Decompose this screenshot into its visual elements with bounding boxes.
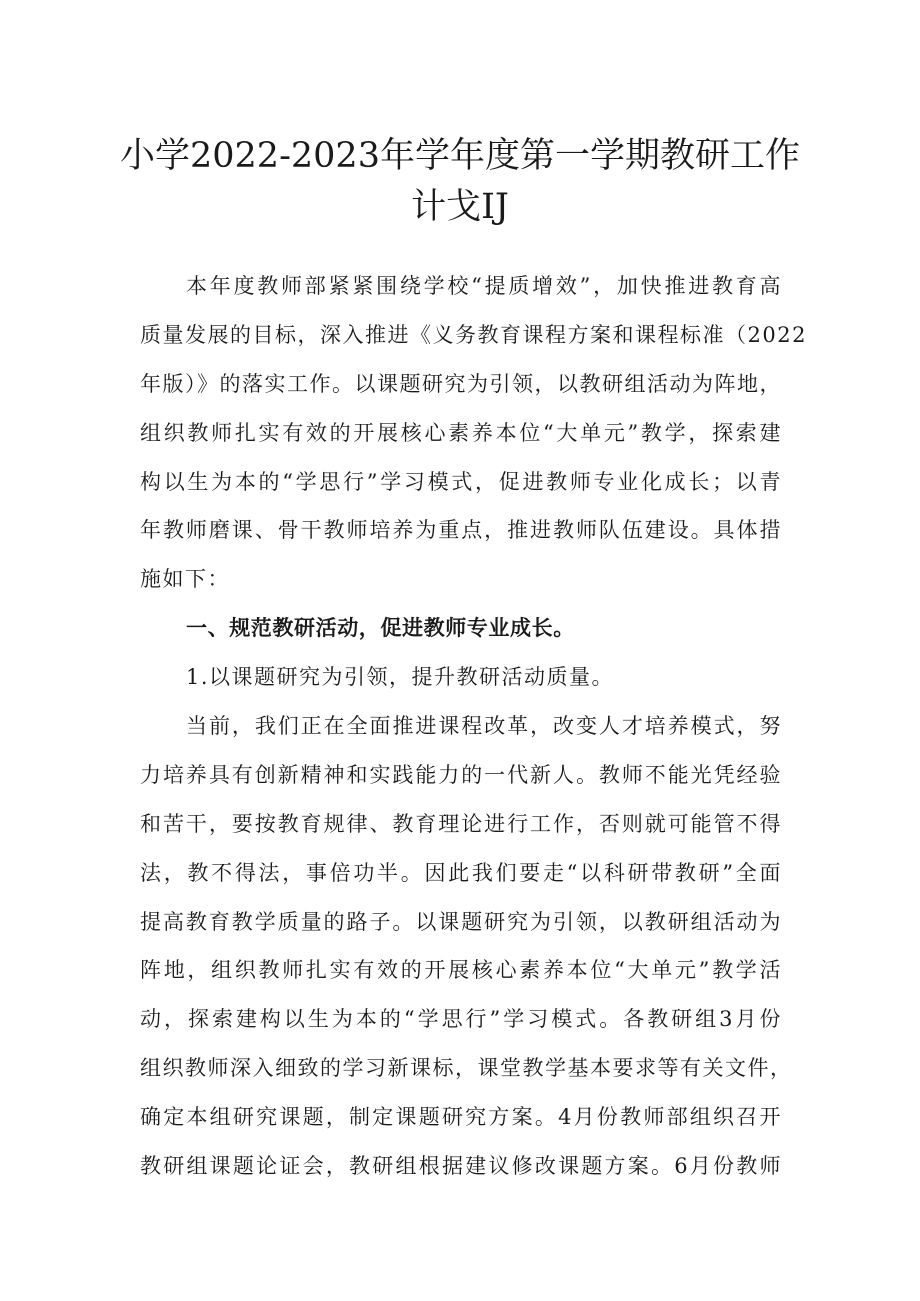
document-title-line-2: 计戈IJ xyxy=(411,187,509,227)
paragraph-line: 年教师磨课、骨干教师培养为重点，推进教师队伍建设。具体措 xyxy=(140,518,782,543)
paragraph-line: 质量发展的目标，深入推进《义务教育课程方案和课程标准（2022 xyxy=(140,322,807,347)
paragraph-line: 和苦干，要按教育规律、教育理论进行工作，否则就可能管不得 xyxy=(140,811,782,836)
paragraph-line: 法，教不得法，事倍功半。因此我们要走“以科研带教研”全面 xyxy=(140,860,782,885)
document-body xyxy=(140,262,807,1191)
paragraph-line: 构以生为本的“学思行”学习模式，促进教师专业化成长；以青 xyxy=(140,469,782,494)
paragraph-line: 提高教育教学质量的路子。以课题研究为引领，以教研组活动为 xyxy=(140,909,782,934)
paragraph-line: 力培养具有创新精神和实践能力的一代新人。教师不能光凭经验 xyxy=(140,762,782,787)
paragraph-line: 动，探索建构以生为本的“学思行”学习模式。各教研组3月份 xyxy=(140,1007,782,1032)
paragraph-line: 年版）》的落实工作。以课题研究为引领，以教研组活动为阵地， xyxy=(140,371,782,396)
paragraph-line: 阵地，组织教师扎实有效的开展核心素养本位“大单元”教学活 xyxy=(140,958,782,983)
document-title-line-1: 小学2022-2023年学年度第一学期教研工作 xyxy=(120,136,800,176)
paragraph-line: 本年度教师部紧紧围绕学校“提质增效”，加快推进教育高 xyxy=(186,274,782,298)
paragraph-line: 施如下： xyxy=(140,567,230,592)
paragraph-line: 组织教师扎实有效的开展核心素养本位“大单元”教学，探索建 xyxy=(140,420,782,445)
paragraph-line: 当前，我们正在全面推进课程改革，改变人才培养模式，努 xyxy=(186,714,782,739)
paragraph-line: 确定本组研究课题，制定课题研究方案。4月份教师部组织召开 xyxy=(140,1105,782,1130)
section-heading: 一、规范教研活动，促进教师专业成长。 xyxy=(186,616,575,641)
subsection-heading: 1.以课题研究为引领，提升教研活动质量。 xyxy=(186,665,615,690)
paragraph-line: 教研组课题论证会，教研组根据建议修改课题方案。6月份教师 xyxy=(140,1154,782,1179)
paragraph-line: 组织教师深入细致的学习新课标，课堂教学基本要求等有关文件， xyxy=(140,1056,793,1081)
